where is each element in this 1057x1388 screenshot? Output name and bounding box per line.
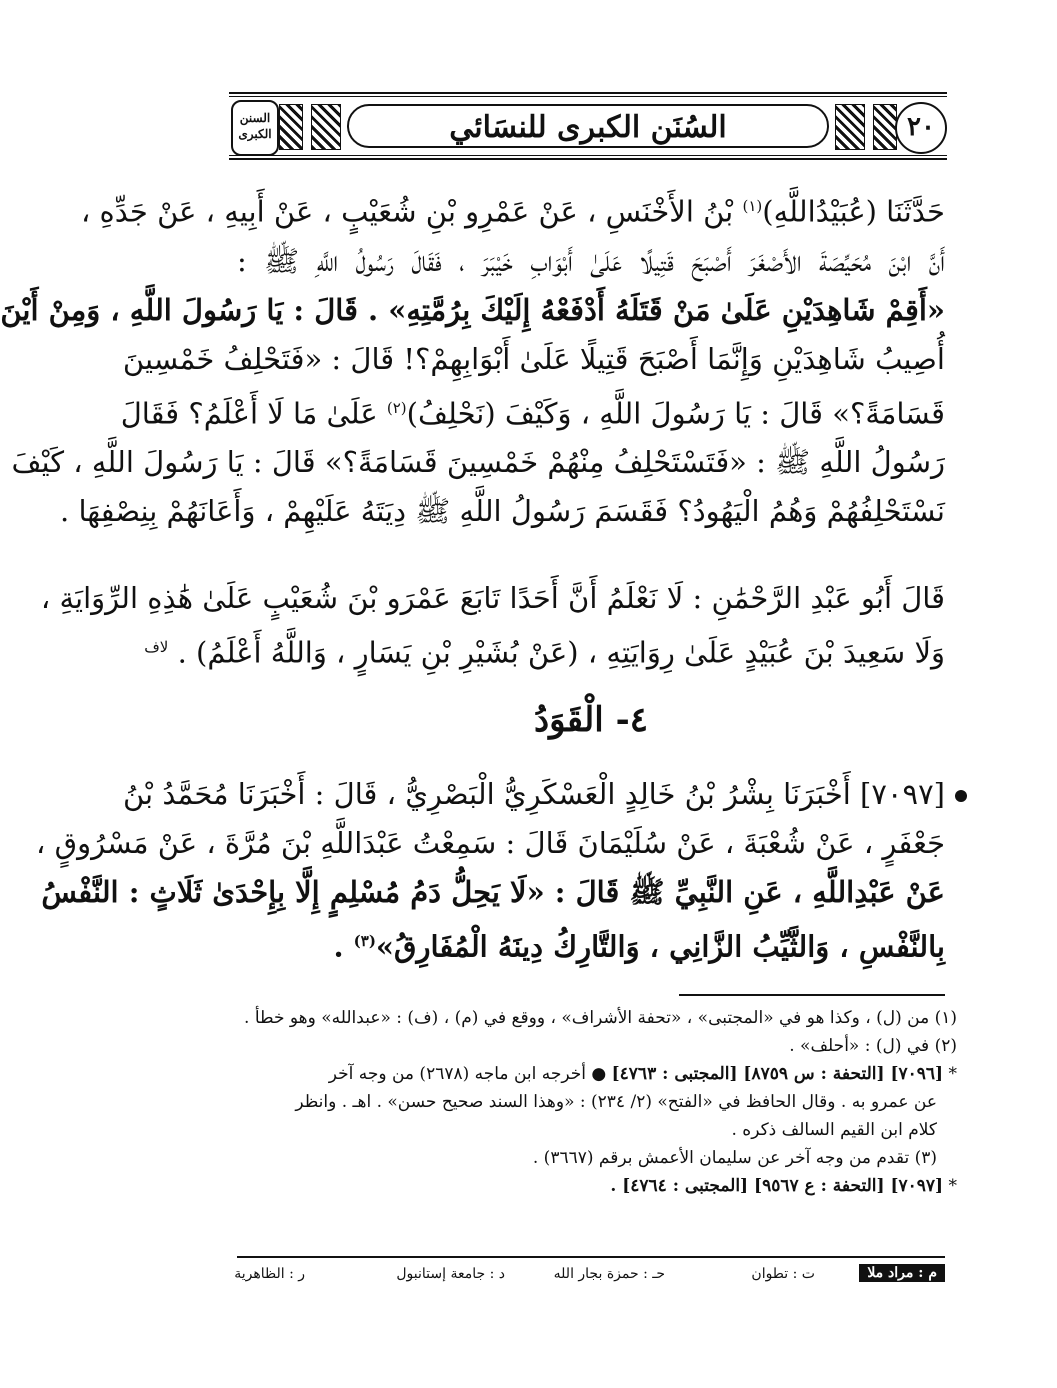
text-line: [٧٠٩٧] أَخْبَرَنَا بِشْرُ بْنُ خَالِدٍ الْعَسْكَرِيُّ الْبَصْرِيُّ ، قَالَ : أَخْبَرَنَا مُحَمَّدُ بْنُ <box>122 777 945 811</box>
text-line: وَلَا سَعِيدَ بْنَ عُبَيْدٍ عَلَىٰ رِوَايَتِهِ ، (عَنْ بُشَيْرِ بْنِ يَسَارٍ ، وَاللَّهُ أَعْلَمُ) . $^{لاف}$ <box>144 635 945 670</box>
footnote-7096-line2: عن عمرو به . وقال الحافظ في «الفتح» (٢/ ٢٣٤) : «وهذا السند صحيح حسن» . اهـ . وانظر <box>295 1092 937 1112</box>
text-line: رَسُولُ اللَّهِ ﷺ : «فَتَسْتَحْلِفُ مِنْهُمْ خَمْسِينَ قَسَامَةً؟» قَالَ : يَا رَسُولَ اللَّهِ ، كَيْفَ <box>11 445 945 480</box>
header-ornament-right-outer <box>873 104 897 150</box>
text-line: بِالنَّفْسِ ، وَالثَّيِّبُ الزَّانِي ، وَالتَّارِكُ دِينَهُ الْمُفَارِقُ»$^{(٣)}$ . <box>333 929 945 964</box>
text-line: جَعْفَرٍ ، عَنْ شُعْبَةَ ، عَنْ سُلَيْمَانَ قَالَ : سَمِعْتُ عَبْدَاللَّهِ بْنَ مُرَّةَ ، عَنْ مَسْرُوقٍ ، <box>36 826 945 860</box>
bullet-dot <box>955 790 967 802</box>
footnote-7097-ref: * [٧٠٩٧] [التحفة : ع ٩٥٦٧] [المجتبى : ٤٧٦٤] . <box>610 1176 957 1196</box>
footnote-marker-3: (٣) <box>353 932 376 950</box>
hadith-paragraph-7097 <box>36 770 945 972</box>
source-h: حـ : حمزة بجار الله <box>553 1266 665 1282</box>
header-ornament-left-outer <box>279 104 303 150</box>
book-logo <box>231 100 279 156</box>
footnote-1: (١) من (ل) ، وكذا هو في «المجتبى» ، «تحفة الأشراف» ، ووقع في (م) ، (ف) : «عبدالله» وهو خطأ . <box>244 1008 957 1028</box>
text-line: حَدَّثَنَا (عُبَيْدُاللَّهِ)$^{(١)}$ بْنُ الأَخْنَسِ ، عَنْ عَمْرِو بْنِ شُعَيْبٍ ، عَنْ أَبِيهِ ، عَنْ جَدِّهِ ، <box>80 194 945 229</box>
footnote-separator <box>679 994 945 996</box>
header-rule-top-thin <box>229 96 947 97</box>
text-line: نَسْتَحْلِفُهُمْ وَهُمُ الْيَهُودُ؟ فَقَسَمَ رَسُولُ اللَّهِ ﷺ دِيَتَهُ عَلَيْهِمْ ، وَأَعَانَهُمْ بِنِصْفِهَا . <box>60 494 945 529</box>
page-header <box>229 92 947 160</box>
source-d: د : جامعة إستانبول <box>396 1266 505 1282</box>
source-m: م : مراد ملا <box>859 1264 945 1282</box>
hadith-paragraph-7096 <box>0 182 945 536</box>
header-ornament-right <box>835 104 865 150</box>
footnotes <box>237 1004 957 1200</box>
source-r: ر : الظاهرية <box>234 1266 305 1282</box>
footnote-7096-line3: كلام ابن القيم السالف ذكره . <box>731 1120 937 1140</box>
margin-note: لاف <box>144 638 169 656</box>
manuscript-sources <box>234 1264 945 1290</box>
footnote-marker-2: (٢) <box>386 398 407 417</box>
author-comment-paragraph <box>40 574 945 678</box>
footnote-2: (٢) في (ل) : «أحلف» . <box>789 1036 957 1056</box>
footnote-marker-1: (١) <box>742 197 763 215</box>
header-rule-bottom <box>229 158 947 160</box>
text-line: أُصِيبُ شَاهِدَيْنِ وَإِنَّمَا أَصْبَحَ قَتِيلًا عَلَىٰ أَبْوَابِهِمْ؟! قَالَ : «فَتَحْلِفُ خَمْسِينَ <box>122 341 945 376</box>
text-line-prophetic-saying: «أَقِمْ شَاهِدَيْنِ عَلَىٰ مَنْ قَتَلَهُ أَدْفَعْهُ إِلَيْكَ بِرُمَّتِهِ» . قَالَ : يَا رَسُولَ اللَّهِ ، وَمِنْ أَيْنَ <box>0 292 945 327</box>
text-line: قَالَ أَبُو عَبْدِ الرَّحْمَٰنِ : لَا نَعْلَمُ أَنَّ أَحَدًا تَابَعَ عَمْرَو بْنَ شُعَيْبٍ عَلَىٰ هَٰذِهِ الرِّوَايَةِ ، <box>40 581 945 615</box>
header-rule-bottom-thin <box>229 155 947 156</box>
book-title: السُنَن الكبرى للنسَائي <box>449 110 727 145</box>
book-logo-text: السنن الكبرى <box>238 111 272 141</box>
header-rule-top <box>229 92 947 94</box>
sources-separator <box>237 1256 945 1258</box>
footnote-3: (٣) تقدم من وجه آخر عن سليمان الأعمش برقم (٣٦٦٧) . <box>532 1148 937 1168</box>
source-t: ت : تطوان <box>751 1266 815 1282</box>
text-line: قَسَامَةً؟» قَالَ : يَا رَسُولَ اللَّهِ ، وَكَيْفَ (نَحْلِفُ)$^{(٢)}$ عَلَىٰ مَا لَا أَعْلَمُ؟ فَقَالَ <box>120 396 945 431</box>
header-ornament-left <box>311 104 341 150</box>
footnote-7096-ref: * [٧٠٩٦] [التحفة : س ٨٧٥٩] [المجتبى : ٤٧٦٣] ● أخرجه ابن ماجه (٢٦٧٨) من وجه آخر <box>328 1064 957 1084</box>
page-number-medallion <box>895 102 947 154</box>
chapter-heading: ٤- الْقَوَدُ <box>534 700 648 740</box>
text-line-prophetic-saying: عَنْ عَبْدِاللَّهِ ، عَنِ النَّبِيِّ ﷺ قَالَ : «لَا يَحِلُّ دَمُ مُسْلِمٍ إِلَّا بِإِحْدَىٰ ثَلَاثٍ : النَّفْسُ <box>41 875 945 909</box>
book-title-cartouche <box>347 104 829 148</box>
page-number: ٢٠ <box>907 112 935 142</box>
text-line: أَنَّ ابْنَ مُحَيِّصَةَ الأَصْغَرَ أَصْبَحَ قَتِيلًا عَلَىٰ أَبْوَابِ خَيْبَرَ ، فَقَالَ رَسُولُ اللَّهِ ﷺ : <box>237 243 945 278</box>
